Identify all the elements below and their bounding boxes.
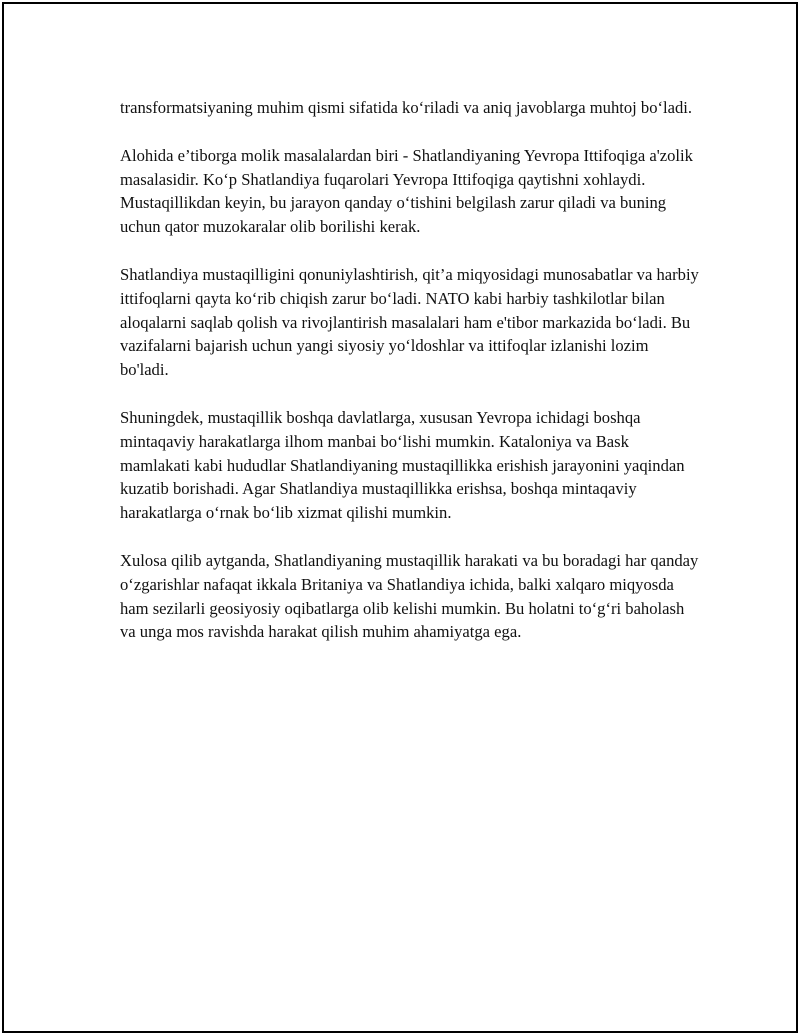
paragraph-1: transformatsiyaning muhim qismi sifatida ko‘riladi va aniq javoblarga muhtoj bo‘ladi. bbox=[120, 98, 693, 117]
paragraph-2: Alohida e’tiborga molik masalalardan biri - Shatlandiyaning Yevropa Ittifoqiga a'zolik masalasidir. Ko‘p Shatlandiya fuqarolari Yevropa Ittifoqiga qaytishni xohlaydi. Mustaqillikdan keyin, bu jarayon qanday o‘tishini belgilash zarur qiladi va buning uchun qator muzokaralar olib borilishi kerak. bbox=[120, 145, 693, 237]
paragraph-3: Shatlandiya mustaqilligini qonuniylashtirish, qit’a miqyosidagi munosabatlar va harbiy ittifoqlarni qayta ko‘rib chiqish zarur bo‘ladi. NATO kabi harbiy tashkilotlar bilan aloqalarni saqlab qolish va rivojlantirish masalalari ham e'tibor markazida bo‘ladi. Bu vazifalarni bajarish uchun yangi siyosiy yo‘ldoshlar va ittifoqlar izlanishi lozim bo'ladi. bbox=[120, 264, 699, 380]
paragraph-5: Xulosa qilib aytganda, Shatlandiyaning mustaqillik harakati va bu boradagi har qanday o‘zgarishlar nafaqat ikkala Britaniya va Shatlandiya ichida, balki xalqaro miqyosda ham sezilarli geosiyosiy oqibatlarga olib kelishi mumkin. Bu holatni to‘g‘ri baholash va unga mos ravishda harakat qilish muhim ahamiyatga ega. bbox=[120, 550, 699, 642]
paragraph-4: Shuningdek, mustaqillik boshqa davlatlarga, xususan Yevropa ichidagi boshqa mintaqaviy harakatlarga ilhom manbai bo‘lishi mumkin. Kataloniya va Bask mamlakati kabi hududlar Shatlandiyaning mustaqillikka erishish jarayonini yaqindan kuzatib borishadi. Agar Shatlandiya mustaqillikka erishsa, boshqa mintaqaviy harakatlarga o‘rnak bo‘lib xizmat qilishi mumkin. bbox=[120, 407, 685, 523]
document-page bbox=[2, 2, 798, 1033]
document-body bbox=[120, 96, 700, 668]
